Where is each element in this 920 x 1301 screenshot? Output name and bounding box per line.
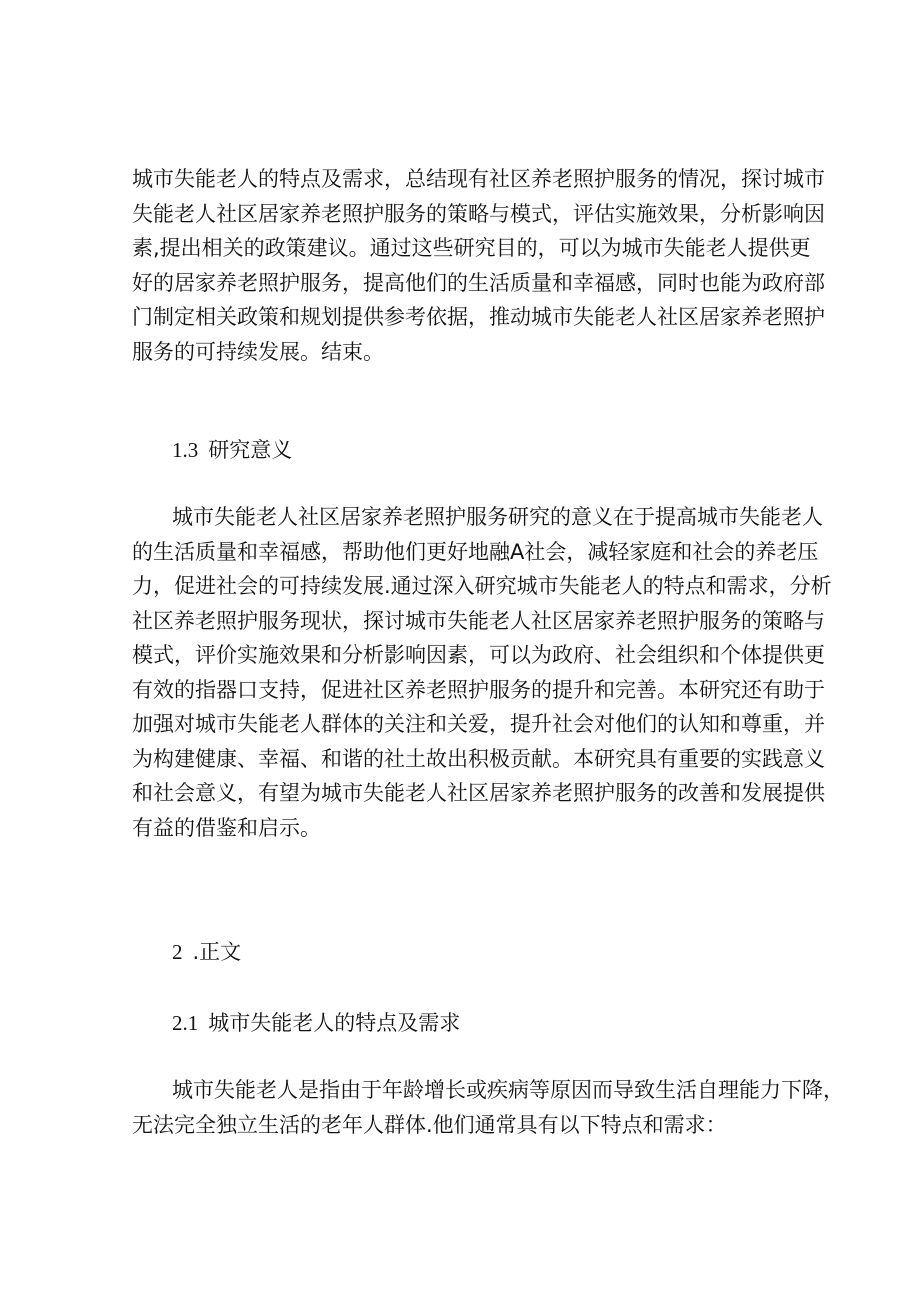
section-number: 2.1 (172, 1011, 199, 1035)
text-line: 有效的指器口支持，促进社区养老照护服务的提升和完善。本研究还有助于 (132, 677, 825, 702)
section-title: 研究意义 (208, 438, 293, 462)
text-line: 好的居家养老照护服务，提高他们的生活质量和幸福感，同时也能为政府部 (132, 270, 825, 295)
text-line: 社区养老照护服务现状，探讨城市失能老人社区居家养老照护服务的策略与 (132, 608, 825, 633)
text-line: 无法完全独立生活的老年人群体.他们通常具有以下特点和需求： (132, 1112, 727, 1137)
text-line: 的生活质量和幸福感，帮助他们更好地融A社会，减轻家庭和社会的养老压 (132, 539, 819, 564)
section-heading-1-3 (172, 433, 292, 468)
text-line: 失能老人社区居家养老照护服务的策略与模式，评估实施效果，分析影响因 (132, 201, 825, 226)
section-title: 城市失能老人的特点及需求 (208, 1011, 461, 1035)
text-line: 素,提出相关的政策建议。通过这些研究目的，可以为城市失能老人提供更 (132, 236, 811, 260)
section-heading-2-1 (172, 1006, 460, 1041)
text-line: 为构建健康、幸福、和谐的社土故出积极贡献。本研究具有重要的实践意义 (132, 746, 825, 771)
section-number: 2 (172, 940, 183, 964)
text-line: 城市失能老人的特点及需求，总结现有社区养老照护服务的情况，探讨城市 (132, 167, 825, 191)
text-line: 和社会意义，有望为城市失能老人社区居家养老照护服务的改善和发展提供 (132, 781, 825, 805)
text-line: 有益的借鉴和启示。 (132, 815, 321, 840)
text-line: 力，促进社会的可持续发展.通过深入研究城市失能老人的特点和需求，分析 (132, 574, 832, 598)
text-line: 加强对城市失能老人群体的关注和关爱，提升社会对他们的认知和尊重，并 (132, 712, 825, 736)
text-line: 城市失能老人是指由于年龄增长或疾病等原因而导致生活自理能力下降， (172, 1078, 844, 1102)
paragraph-characteristics-intro (132, 1073, 844, 1142)
paragraph-research-purpose-continued (132, 162, 825, 369)
paragraph-research-significance (132, 500, 832, 845)
text-line: 服务的可持续发展。结束。 (132, 339, 384, 364)
section-number: 1.3 (172, 438, 199, 462)
section-heading-2 (172, 935, 241, 970)
text-line: 模式，评价实施效果和分析影响因素，可以为政府、社会组织和个体提供更 (132, 643, 825, 667)
section-title: .正文 (192, 940, 242, 964)
text-line: 门制定相关政策和规划提供参考依据，推动城市失能老人社区居家养老照护 (132, 305, 825, 329)
text-line: 城市失能老人社区居家养老照护服务研究的意义在于提高城市失能老人 (172, 505, 823, 529)
